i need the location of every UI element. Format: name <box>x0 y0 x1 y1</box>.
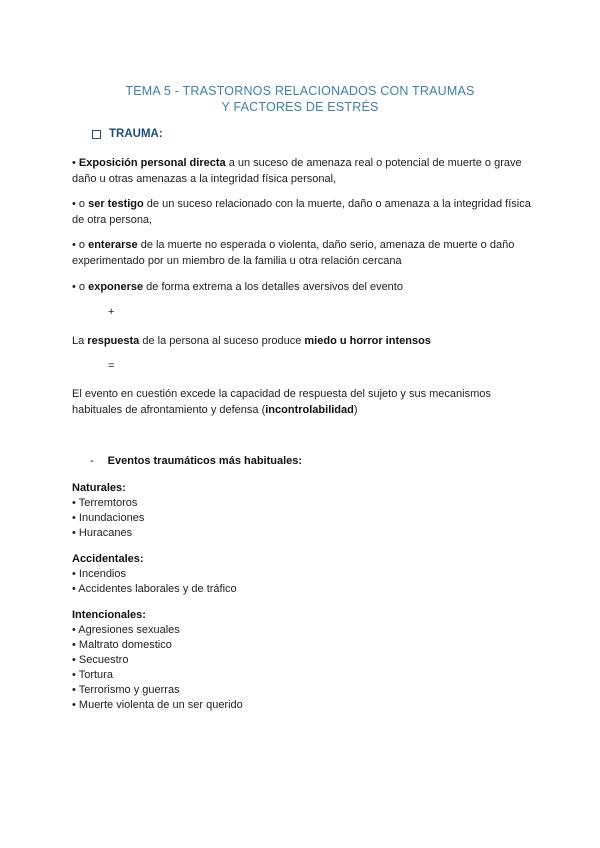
category-accidentales: Accidentales: <box>72 553 144 565</box>
checkbox-icon <box>92 130 101 139</box>
list-item: • Maltrato domestico <box>72 639 172 651</box>
list-item: • Incendios <box>72 568 126 580</box>
list-item: • Tortura <box>72 669 113 681</box>
document-title-line-2: Y FACTORES DE ESTRÉS <box>221 100 379 114</box>
criterion-4: • o exponerse de forma extrema a los detalles aversivos del evento <box>72 281 403 293</box>
list-naturales <box>72 496 144 541</box>
response-statement: La respuesta de la persona al suceso produce miedo u horror intensos <box>72 335 431 347</box>
document-title-line-1: TEMA 5 - TRASTORNOS RELACIONADOS CON TRAUMAS <box>125 84 475 98</box>
criterion-1: • Exposición personal directa a un suceso de amenaza real o potencial de muerte o grave daño u otras amenazas a la integridad física personal, <box>72 157 522 185</box>
criterion-2: • o ser testigo de un suceso relacionado con la muerte, daño o amenaza a la integridad física de otra persona, <box>72 198 531 226</box>
list-item: • Muerte violenta de un ser querido <box>72 699 243 711</box>
list-dash: - <box>90 455 94 467</box>
plus-sign: + <box>108 306 115 318</box>
events-heading <box>90 455 302 467</box>
category-naturales: Naturales: <box>72 482 126 494</box>
list-item: • Secuestro <box>72 654 129 666</box>
section-heading-label: TRAUMA: <box>109 128 163 140</box>
list-accidentales <box>72 567 237 597</box>
list-item: • Agresiones sexuales <box>72 624 180 636</box>
list-item: • Terrorismo y guerras <box>72 684 180 696</box>
equals-sign: = <box>108 360 115 372</box>
category-intencionales: Intencionales: <box>72 609 146 621</box>
list-intencionales <box>72 623 243 713</box>
list-item: • Inundaciones <box>72 512 145 524</box>
conclusion-statement: El evento en cuestión excede la capacidad de respuesta del sujeto y sus mecanismos habituales de afrontamiento y defensa (incontrolabilidad) <box>72 388 491 416</box>
list-item: • Accidentes laborales y de tráfico <box>72 583 237 595</box>
events-heading-label: Eventos traumáticos más habituales: <box>107 455 303 467</box>
list-item: • Huracanes <box>72 527 133 539</box>
section-heading-trauma <box>92 128 163 140</box>
criterion-3: • o enterarse de la muerte no esperada o violenta, daño serio, amenaza de muerte o daño experimentado por un miembro de la familia u otra relación cercana <box>72 239 515 267</box>
list-item: • Terremtoros <box>72 497 138 509</box>
